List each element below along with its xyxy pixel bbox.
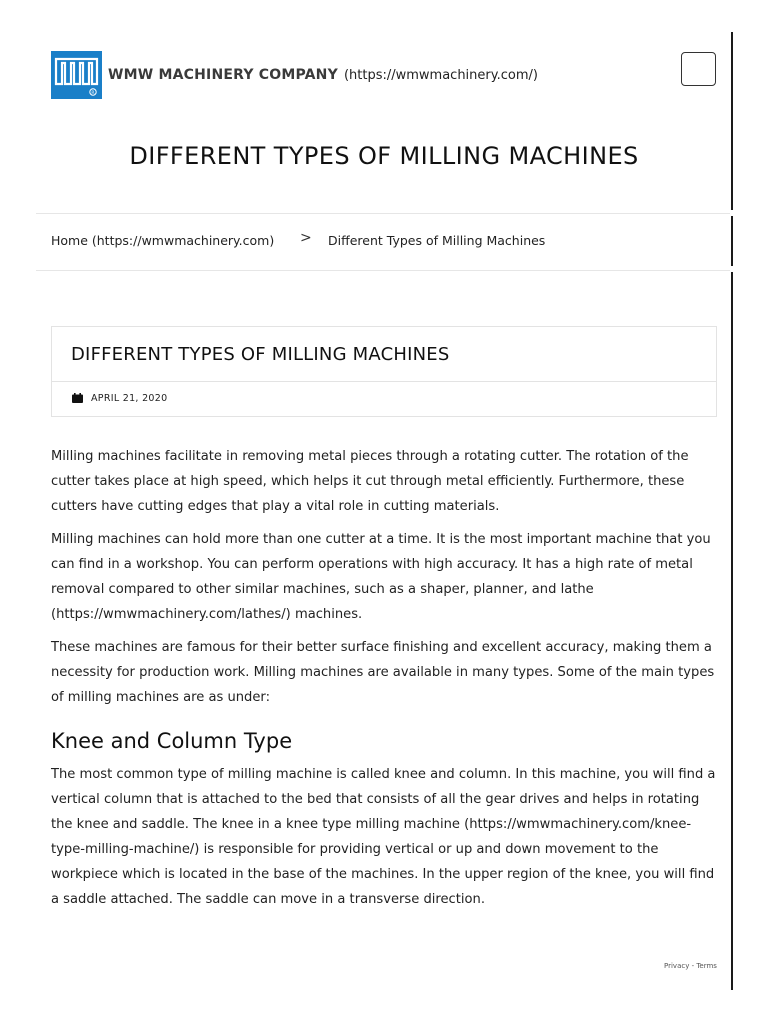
wmw-logo-icon xyxy=(51,51,102,99)
post-date: APRIL 21, 2020 xyxy=(91,393,168,404)
svg-text:R: R xyxy=(91,91,95,96)
article-body xyxy=(51,444,723,920)
recaptcha-links[interactable]: Privacy - Terms xyxy=(664,962,717,970)
paragraph: These machines are famous for their better surface finishing and excellent accuracy, making them a necessity for production work. Milling machines are available in many types. Some of the main types of milling machines are as under: xyxy=(51,640,715,705)
breadcrumb-current: Different Types of Milling Machines xyxy=(328,233,546,248)
logo-link[interactable] xyxy=(51,51,102,99)
menu-toggle-button[interactable] xyxy=(681,52,716,86)
paragraph: Milling machines can hold more than one cutter at a time. It is the most important machine that you can find in a workshop. You can perform operations with high accuracy. It has a high rate of metal removal compared to other similar machines, such as a shaper, planner, and lathe (https://wmwmachinery.com/lathes/) machines. xyxy=(51,532,711,622)
rule-gap xyxy=(730,210,734,216)
rule-gap xyxy=(730,266,734,272)
section-heading: Knee and Column Type xyxy=(51,729,293,753)
post-title: DIFFERENT TYPES OF MILLING MACHINES xyxy=(71,344,450,365)
page-title: DIFFERENT TYPES OF MILLING MACHINES xyxy=(129,142,639,170)
page-edge-rule xyxy=(731,32,733,990)
calendar-icon xyxy=(72,393,83,403)
chevron-right-icon: > xyxy=(300,230,312,246)
company-name[interactable]: WMW MACHINERY COMPANY xyxy=(108,67,338,83)
divider xyxy=(52,381,716,382)
breadcrumb-home-link[interactable]: Home (https://wmwmachinery.com) xyxy=(51,233,275,248)
site-header xyxy=(51,51,538,99)
company-url[interactable]: (https://wmwmachinery.com/) xyxy=(343,67,538,83)
breadcrumb xyxy=(36,213,730,271)
paragraph: The most common type of milling machine is called knee and column. In this machine, you will find a vertical column that is attached to the bed that consists of all the gear drives and helps in rotating the knee and saddle. The knee in a knee type milling machine (https://wmwmachinery.com/knee-type-milling-machine/) is responsible for providing vertical or up and down movement to the workpiece which is located in the base of the machines. In the upper region of the knee, you will find a saddle attached. The saddle can move in a transverse direction. xyxy=(51,767,716,907)
paragraph: Milling machines facilitate in removing metal pieces through a rotating cutter. The rotation of the cutter takes place at high speed, which helps it cut through metal efficiently. Furthermore, these cutters have cutting edges that play a vital role in cutting materials. xyxy=(51,449,689,514)
post-header-card xyxy=(51,326,717,417)
